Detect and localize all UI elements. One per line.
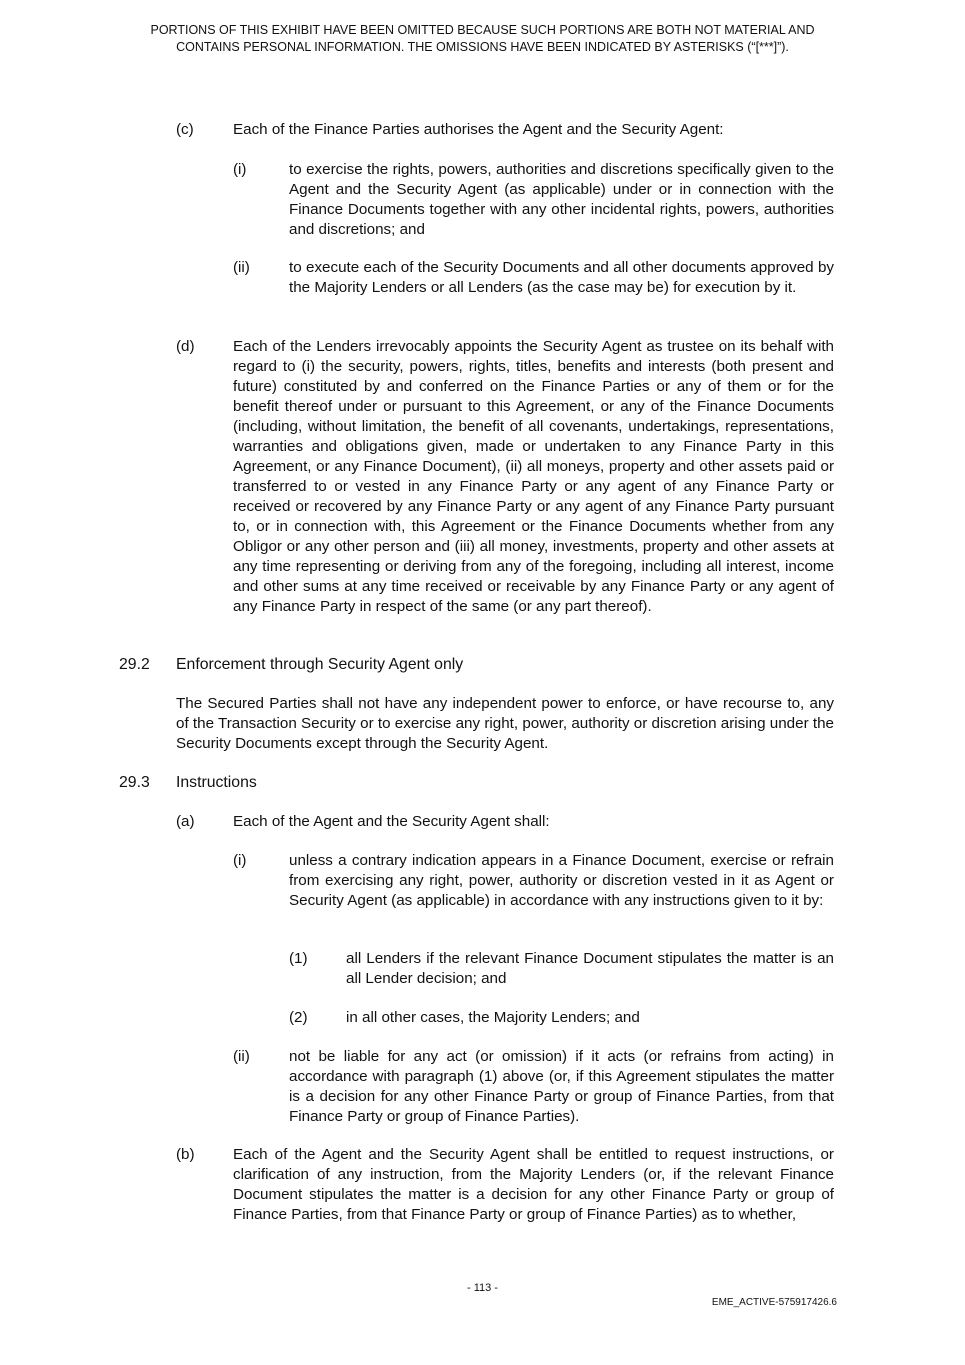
- clause-29-3-a-label: (a): [176, 813, 195, 830]
- clause-d-text: Each of the Lenders irrevocably appoints the Security Agent as trustee on its behalf with regard to (i) the security, powers, rights, titles, benefits and interests (both present and future) constituted by and conferred on the Finance Parties or any of them or for the benefit thereof under or pursuant to this Agreement, or any of the Finance Documents (including, without limitation, the benefit of all covenants, undertakings, representations, warranties and obligations given, made or undertaken to any Finance Party in this Agreement, or any Finance Document), (ii) all moneys, property and other assets paid or transferred to or vested in any Finance Party or any agent of any Finance Party or received or recovered by any Finance Party or any agent of any Finance Party pursuant to, or in connection with, this Agreement or the Finance Documents whether from any Obligor or any other person and (iii) all money, investments, property and other assets at any time representing or deriving from any of the foregoing, including all interest, income and other sums at any time received or receivable by any Finance Party or any agent of any Finance Party in respect of the same (or any part thereof).: [233, 338, 834, 615]
- section-29-2-text: The Secured Parties shall not have any independent power to enforce, or have recourse to, any of the Transaction Security or to exercise any right, power, authority or discretion arising under the Security Documents except through the Security Agent.: [176, 695, 834, 752]
- header-line-1: PORTIONS OF THIS EXHIBIT HAVE BEEN OMITTED BECAUSE SUCH PORTIONS ARE BOTH NOT MATERIAL AND: [150, 23, 815, 37]
- section-29-2-number: 29.2: [119, 656, 150, 673]
- clause-c-i-text: to exercise the rights, powers, authorities and discretions specifically given to the Agent and the Security Agent (as applicable) under or in connection with the Finance Documents together with any other incidental rights, powers, authorities and discretions; and: [289, 161, 834, 238]
- clause-29-3-a-i-2-label: (2): [289, 1009, 308, 1026]
- section-29-3-title: Instructions: [176, 774, 257, 791]
- clause-29-3-b-text: Each of the Agent and the Security Agent shall be entitled to request instructions, or clarification of any instruction, from the Majority Lenders (or, if the relevant Finance Document stipulates the matter is a decision for any other Finance Party or group of Finance Parties, from that Finance Party or group of Finance Parties) as to whether,: [233, 1146, 834, 1223]
- clause-29-3-a-i-2-text: in all other cases, the Majority Lenders; and: [346, 1009, 640, 1026]
- clause-c-text: Each of the Finance Parties authorises the Agent and the Security Agent:: [233, 121, 724, 138]
- clause-c-ii-text: to execute each of the Security Documents and all other documents approved by the Majority Lenders or all Lenders (as the case may be) for execution by it.: [289, 259, 834, 296]
- clause-c-ii-label: (ii): [233, 259, 250, 276]
- clause-29-3-a-i-text: unless a contrary indication appears in a Finance Document, exercise or refrain from exercising any right, power, authority or discretion vested in it as Agent or Security Agent (as applicable) in accordance with any instructions given to it by:: [289, 852, 834, 909]
- header-line-2: CONTAINS PERSONAL INFORMATION. THE OMISSIONS HAVE BEEN INDICATED BY ASTERISKS (“[***]”).: [176, 40, 789, 54]
- document-reference: EME_ACTIVE-575917426.6: [711, 1297, 837, 1308]
- clause-29-3-a-i-1-label: (1): [289, 950, 308, 967]
- page-header: [100, 22, 865, 56]
- clause-29-3-b-label: (b): [176, 1146, 195, 1163]
- clause-29-3-a-text: Each of the Agent and the Security Agent shall:: [233, 813, 550, 830]
- clause-c-i-label: (i): [233, 161, 247, 178]
- clause-29-3-a-ii-label: (ii): [233, 1048, 250, 1065]
- clause-29-3-a-ii-text: not be liable for any act (or omission) if it acts (or refrains from acting) in accordance with paragraph (1) above (or, if this Agreement stipulates the matter is a decision for any other Finance Party or group of Finance Parties, from that Finance Party or group of Finance Parties).: [289, 1048, 834, 1125]
- section-29-2-title: Enforcement through Security Agent only: [176, 656, 464, 673]
- clause-c-label: (c): [176, 121, 194, 138]
- clause-29-3-a-i-1-text: all Lenders if the relevant Finance Document stipulates the matter is an all Lender decision; and: [346, 950, 834, 987]
- page-number: - 113 -: [467, 1282, 498, 1294]
- section-29-3-number: 29.3: [119, 774, 150, 791]
- clause-d-label: (d): [176, 338, 195, 355]
- clause-29-3-a-i-label: (i): [233, 852, 247, 869]
